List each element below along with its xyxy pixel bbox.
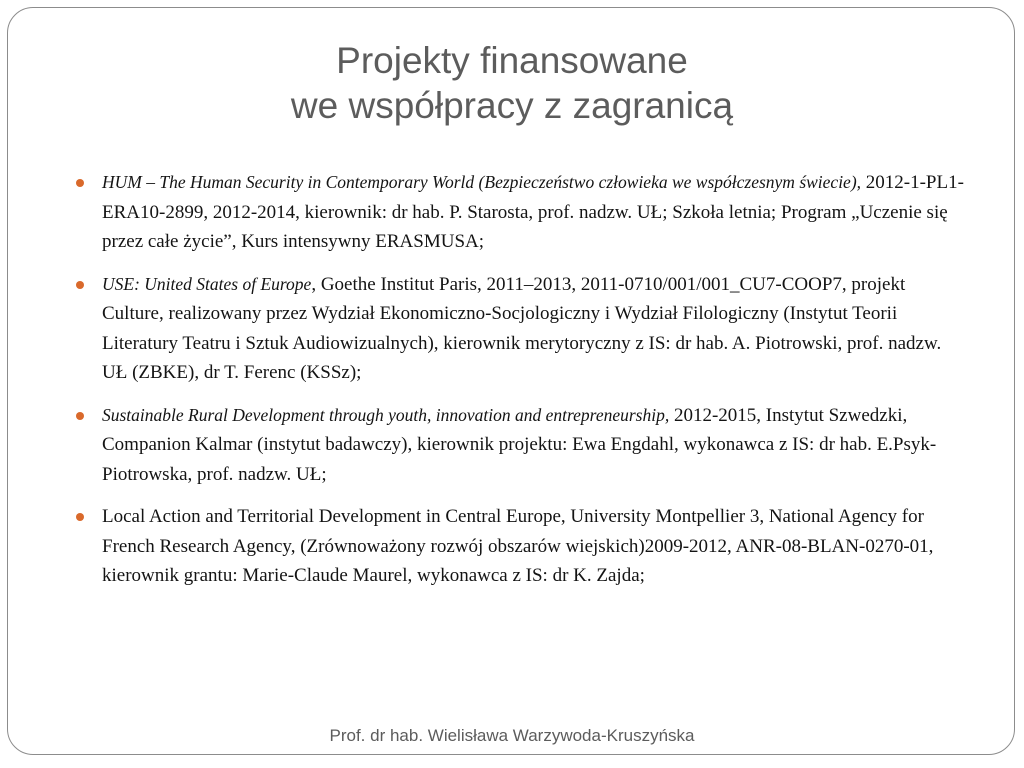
bullet-item-local-action <box>76 502 966 591</box>
title-line-2: we współpracy z zagranicą <box>290 85 734 126</box>
bullet-item-hum <box>76 168 966 257</box>
bullet-item-use <box>76 270 966 388</box>
project-details-use: , Goethe Institut Paris, 2011–2013, 2011-0710/001/001_CU7-COOP7, projekt Culture, realizowany przez Wydział Ekonomiczno-Socjologiczny i Wydział Filologiczny (Instytut Teorii Literatury Teatru i Sztuk Audiowizualnych), kierownik merytoryczny z IS: dr hab. A. Piotrowski, prof. nadzw. UŁ (ZBKE), dr T. Ferenc (KSSz); <box>102 273 942 383</box>
project-details-sustainable: 2012-2015, Instytut Szwedzki, Companion Kalmar (instytut badawczy), kierownik projektu: Ewa Engdahl, wykonawca z IS: dr hab. E.Psyk-Piotrowska, prof. nadzw. UŁ; <box>102 404 937 485</box>
project-title-use: USE: United States of Europe <box>102 273 312 294</box>
bullet-dot-icon <box>76 281 84 289</box>
project-title-hum: HUM – The Human Security in Contemporary World (Bezpieczeństwo człowieka we współczesnym świecie), <box>102 172 862 192</box>
slide-footer-author: Prof. dr hab. Wielisława Warzywoda-Kruszyńska <box>329 726 695 745</box>
title-line-1: Projekty finansowane <box>336 40 688 81</box>
slide-title <box>0 38 1024 128</box>
bullet-dot-icon <box>76 513 84 521</box>
slide-content <box>76 168 966 604</box>
project-details-local-action: Local Action and Territorial Development in Central Europe, University Montpellier 3, National Agency for French Research Agency, (Zrównoważony rozwój obszarów wiejskich)2009-2012, ANR-08-BLAN-0270-01, kierownik grantu: Marie-Claude Maurel, wykonawca z IS: dr K. Zajda; <box>102 506 934 586</box>
bullet-dot-icon <box>76 412 84 420</box>
project-details-hum: 2012-1-PL1-ERA10-2899, 2012-2014, kierownik: dr hab. P. Starosta, prof. nadzw. UŁ; Szkoła letnia; Program „Uczenie się przez całe życie”, Kurs intensywny ERASMUSA; <box>102 172 964 252</box>
bullet-dot-icon <box>76 179 84 187</box>
bullet-item-sustainable <box>76 401 966 490</box>
bullet-list <box>76 168 966 591</box>
project-title-sustainable: Sustainable Rural Development through youth, innovation and entrepreneurship, <box>102 404 670 425</box>
